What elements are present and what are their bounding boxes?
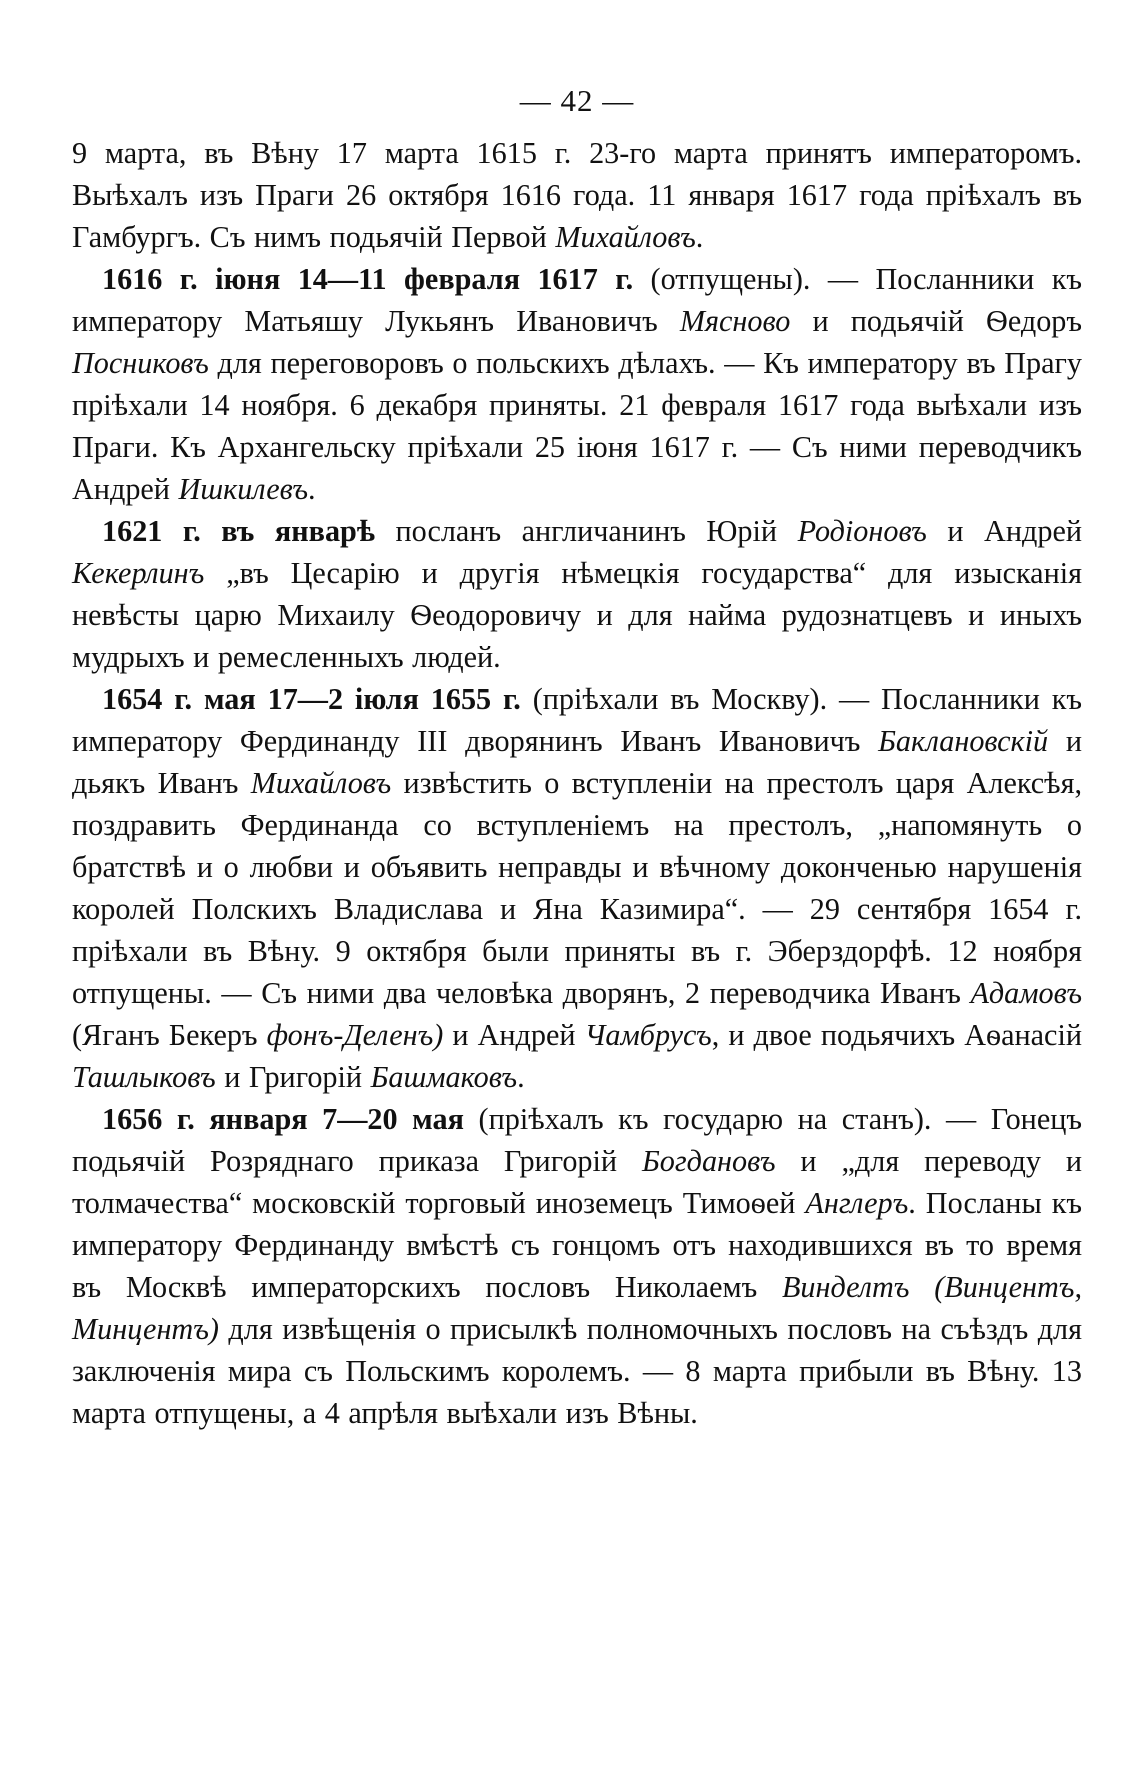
person-name: Башмаковъ [370,1060,518,1094]
person-name: Богдановъ [642,1144,776,1178]
text-segment: и Андрей [926,514,1082,548]
text-segment: (отпущены). — Посланники къ императору Матьяшу Лукьянъ Ивановичъ [72,262,1082,338]
person-name: Чамбрусъ [584,1018,712,1052]
text-segment: и дьякъ Иванъ [72,724,1083,800]
paragraph [72,132,1082,258]
person-name: Родіоновъ [797,514,927,548]
text-segment: 9 марта, въ Вѣну 17 марта 1615 г. 23-го марта принятъ императоромъ. Выѣхалъ изъ Праги 26 октября 1616 года. 11 января 1617 года пріѣхалъ въ Гамбургъ. Съ нимъ подьячій Первой [72,136,1082,254]
text-segment: и Григорій [215,1060,371,1094]
entry-date: 1656 г. января 7—20 мая [102,1102,464,1136]
text-segment: и „для переводу и толмачества“ московскій торговый иноземецъ Тимоѳей [72,1144,1082,1220]
text-segment: . [517,1060,525,1094]
person-name: Михайловъ [250,766,392,800]
person-name: Адамовъ [970,976,1082,1010]
text-segment: (пріѣхалъ къ государю на станъ). — Гонецъ подьячій Розряднаго приказа Григорій [72,1102,1082,1178]
paragraph [72,678,1082,1098]
paragraph [72,1098,1082,1434]
entry-date: 1654 г. мая 17—2 іюля 1655 г. [102,682,521,716]
text-segment: . [308,472,316,506]
text-segment: . [695,220,704,254]
text-segment: . Посланы къ императору Фердинанду вмѣстѣ съ гонцомъ отъ находившихся въ то время въ Москвѣ императорскихъ пословъ Николаемъ [72,1186,1082,1304]
entry-date: 1616 г. іюня 14—11 февраля 1617 г. [102,262,634,296]
paragraph [72,258,1082,510]
document-page [72,82,1082,1434]
text-segment: и Андрей [443,1018,585,1052]
person-name: Баклановскій [878,724,1049,758]
page-number: — 42 — [519,83,635,118]
text-segment: для переговоровъ о польскихъ дѣлахъ. — Къ императору въ Прагу пріѣхали 14 ноября. 6 декабря приняты. 21 февраля 1617 года выѣхали изъ Праги. Къ Архангельску пріѣхали 25 іюня 1617 г. — Съ ними переводчикъ Андрей [72,346,1082,506]
paragraph [72,510,1082,678]
person-name: Кекерлинъ [72,556,205,590]
text-segment: извѣстить о вступленіи на престолъ царя Алексѣя, поздравить Фердинанда со вступленіемъ на престолъ, „напомянуть о братствѣ и о любви и объявить неправды и вѣчному доконченью нарушенія королей Полскихъ Владислава и Яна Казимира“. — 29 сентября 1654 г. пріѣхали въ Вѣну. 9 октября были приняты въ г. Эберздорфѣ. 12 ноября отпущены. — Съ ними два человѣка дворянъ, 2 переводчика Иванъ [72,766,1082,1010]
text-segment: (пріѣхали въ Москву). — Посланники къ императору Фердинанду III дворянинъ Иванъ Ивановичъ [72,682,1082,758]
text-segment: , и двое подьячихъ Аѳанасій [711,1018,1082,1052]
text-segment: посланъ англичанинъ Юрій [374,514,798,548]
person-name: Ишкилевъ [178,472,309,506]
person-name: Посниковъ [72,346,209,380]
person-name: Михайловъ [555,220,696,254]
text-segment: и подьячій Ѳедоръ [790,304,1082,338]
person-name: Ташлыковъ [72,1060,216,1094]
person-name: Винделтъ (Винцентъ, Минцентъ) [72,1270,1082,1346]
person-name: Англеръ [805,1186,909,1220]
body-text [72,132,1082,1434]
text-segment: (Ягaнъ Бекеръ [72,1018,267,1052]
text-segment: „въ Цесарію и другія нѣмецкія государства“ для изысканія невѣсты царю Михаилу Ѳеодоровичу и для найма рудознатцевъ и иныхъ мудрыхъ и ремесленныхъ людей. [72,556,1082,674]
entry-date: 1621 г. въ январѣ [102,514,375,548]
person-name: Мясново [679,304,791,338]
text-segment: для извѣщенія о присылкѣ полномочныхъ пословъ на съѣздъ для заключенія мира съ Польскимъ королемъ. — 8 марта прибыли въ Вѣну. 13 марта отпущены, а 4 апрѣля выѣхали изъ Вѣны. [72,1312,1082,1430]
person-name: фонъ-Деленъ) [266,1018,444,1052]
